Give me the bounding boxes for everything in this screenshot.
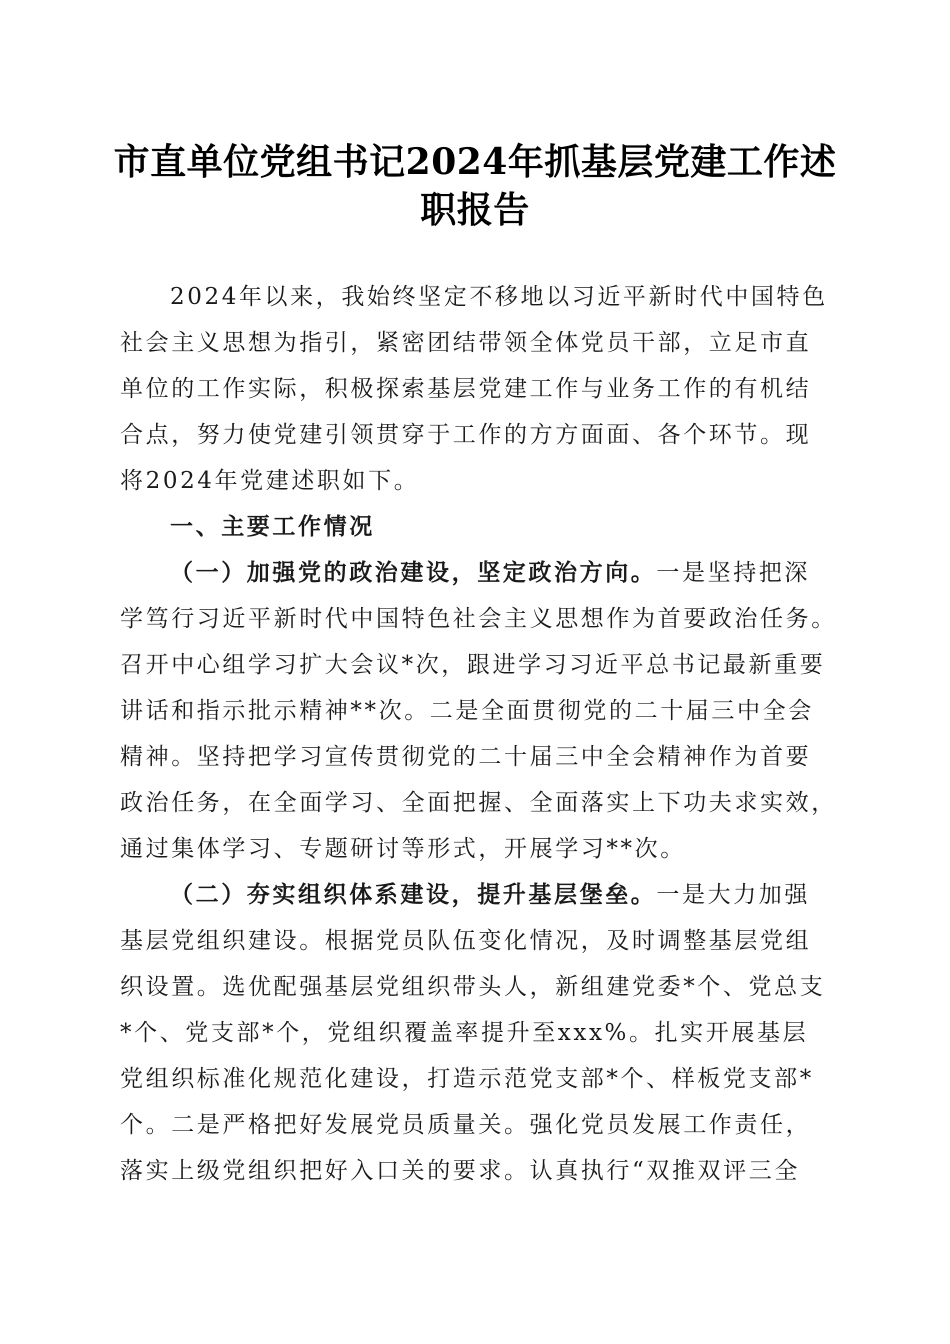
text-line: 召开中心组学习扩大会议*次，跟进学习习近平总书记最新重要 xyxy=(120,652,826,678)
text-fragment: 一是坚持把深 xyxy=(656,560,811,586)
text-line: 党组织标准化规范化建设，打造示范党支部*个、样板党支部* xyxy=(120,1066,814,1092)
text-line: 精神。坚持把学习宣传贯彻党的二十届三中全会精神作为首要 xyxy=(120,744,812,770)
text-line xyxy=(120,872,836,918)
paragraph-lead: （一）加强党的政治建设，坚定政治方向。 xyxy=(170,559,657,586)
text-line: *个、党支部*个，党组织覆盖率提升至xxx%。扎实开展基层 xyxy=(120,1020,809,1046)
text-line: 单位的工作实际，积极探索基层党建工作与业务工作的有机结 xyxy=(120,376,812,402)
text-fragment: 一是大力加强 xyxy=(656,882,811,908)
intro-paragraph xyxy=(120,274,836,1194)
text-line: 政治任务，在全面学习、全面把握、全面落实上下功夫求实效， xyxy=(120,790,837,816)
text-line: 织设置。选优配强基层党组织带头人，新组建党委*个、党总支 xyxy=(120,974,826,1000)
document-title xyxy=(100,138,850,234)
text-line: 社会主义思想为指引，紧密团结带领全体党员干部，立足市直 xyxy=(120,330,812,356)
text-line: 学笃行习近平新时代中国特色社会主义思想作为首要政治任务。 xyxy=(120,606,837,632)
text-line: 落实上级党组织把好入口关的要求。认真执行“双推双评三全 xyxy=(120,1158,800,1184)
paragraph-lead: （二）夯实组织体系建设，提升基层堡垒。 xyxy=(170,881,657,908)
text-line: 合点，努力使党建引领贯穿于工作的方方面面、各个环节。现 xyxy=(120,422,812,448)
text-line: 个。二是严格把好发展党员质量关。强化党员发展工作责任， xyxy=(120,1112,812,1138)
text-line: 基层党组织建设。根据党员队伍变化情况，及时调整基层党组 xyxy=(120,928,812,954)
text-line: 将2024年党建述职如下。 xyxy=(120,468,420,494)
section-heading: 一、主要工作情况 xyxy=(170,514,375,540)
text-line: 通过集体学习、专题研讨等形式，开展学习**次。 xyxy=(120,836,686,862)
title-line: 职报告 xyxy=(420,189,530,231)
text-line: 讲话和指示批示精神**次。二是全面贯彻党的二十届三中全会 xyxy=(120,698,814,724)
text-line xyxy=(120,550,836,596)
text-line: 2024年以来，我始终坚定不移地以习近平新时代中国特色 xyxy=(170,284,828,310)
title-line: 市直单位党组书记2024年抓基层党建工作述 xyxy=(113,141,837,183)
